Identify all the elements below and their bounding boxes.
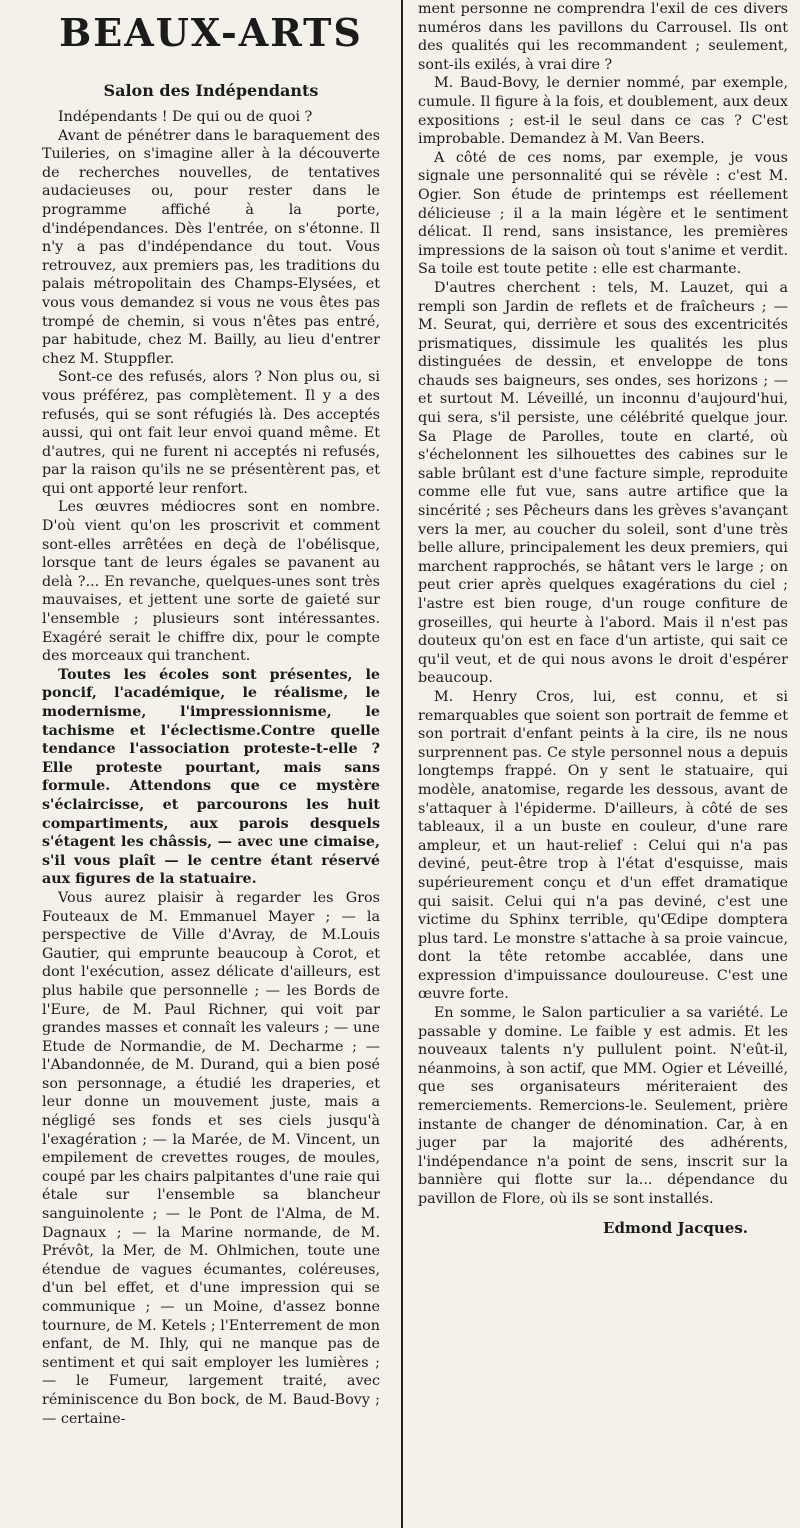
paragraph: Toutes les écoles sont présentes, le poncif, l'académique, le réalisme, le modernisme, l'impressionnisme, le tachisme et l'éclectisme.Contre quelle tendance l'association proteste-t-elle ? Elle proteste pourtant, mais sans formule. Attendons que ce mystère s'éclaircisse, et parcourons les huit compartiments, aux parois desquels s'étagent les châssis, — avec une cimaise, s'il vous plaît — le centre étant réservé aux figures de la statuaire. (42, 666, 380, 888)
article-subhead: Salon des Indépendants (103, 81, 319, 100)
paragraph: M. Henry Cros, lui, est connu, et si remarquables que soient son portrait de femme et son portrait d'enfant peints à la cire, ils ne nous surprennent pas. Ce style personnel nous a depuis longtemps frappé. On y sent le statuaire, qui modèle, anatomise, regarde les dessous, avant de s'attaquer à l'épiderme. D'ailleurs, à côté de ses tableaux, il a un buste en couleur, d'une rare ampleur, et un haut-relief : Celui qui n'a pas deviné, peut-être trop à l'état d'esquisse, mais supérieurement conçu et d'un effet dramatique qui saisit. Celui qui n'a pas deviné, c'est une victime du Sphinx terrible, qu'Œdipe domptera plus tard. Le monstre s'attache à sa proie vaincue, dont la tête retombe accablée, dans une expression d'impuissance douloureuse. C'est une œuvre forte. (418, 688, 788, 1003)
paragraph: Sont-ce des refusés, alors ? Non plus ou, si vous préférez, pas complètement. Il y a des refusés, qui se sont réfugiés là. Des acceptés aussi, qui ont fait leur envoi quand même. Et d'autres, qui ne furent ni acceptés ni refusés, par la raison qu'ils ne se présentèrent pas, et qui ont apporté leur renfort. (42, 369, 380, 497)
paragraph: Les œuvres médiocres sont en nombre. D'où vient qu'on les proscrivit et comment sont-elles arrêtées en deçà de l'obélisque, lorsque tant de leurs égales se pavanent au delà ?... En revanche, quelques-unes sont très mauvaises, et jettent une sorte de gaieté sur l'ensemble ; plusieurs sont intéressantes. Exagéré serait le chiffre dix, pour le compte des morceaux qui tranchent. (42, 499, 380, 665)
right-column (408, 0, 800, 1528)
paragraph: En somme, le Salon particulier a sa variété. Le passable y domine. Le faible y est admis. Et les nouveaux talents n'y pullulent point. N'eût-il, néanmoins, à son actif, que MM. Ogier et Léveillé, que ses organisateurs mériteraient des remerciements. Remercions-le. Seulement, prière instante de changer de dénomination. Car, à en juger par la majorité des adhérents, l'indépendance n'a point de sens, inscrit sur la bannière qui flotte sur la... dépendance du pavillon de Flore, où ils se sont installés. (418, 1005, 788, 1207)
paragraph: Avant de pénétrer dans le baraquement des Tuileries, on s'imagine aller à la découverte de recherches nouvelles, de tentatives audacieuses ou, pour rester dans le programme affiché à la porte, d'indépendances. Dès l'entrée, on s'étonne. Il n'y a pas d'indépendance du tout. Vous retrouvez, aux premiers pas, les traditions du palais métropolitain des Champs-Elysées, et vous vous demandez si vous ne vous êtes pas trompé de chemin, si vous n'êtes pas entré, par habitude, chez M. Bailly, au lieu d'entrer chez M. Stuppfler. (42, 127, 380, 367)
paragraph: Indépendants ! De qui ou de quoi ? (58, 109, 313, 125)
left-column (0, 0, 398, 1528)
paragraph: D'autres cherchent : tels, M. Lauzet, qui a rempli son Jardin de reflets et de fraîcheurs ; — M. Seurat, qui, derrière et sous des excentricités prismatiques, dissimule les qualités les plus distinguées de dessin, et enveloppe de tons chauds ses baigneurs, ses ondes, ses horizons ; — et surtout M. Léveillé, un inconnu d'aujourd'hui, qui sera, s'il persiste, une célébrité quelque jour. Sa Plage de Parolles, toute en clarté, où s'échelonnent les silhouettes des cabines sur le sable brûlant est d'une facture simple, reproduite comme elle fut vue, sans autre artifice que la sincérité ; ses Pêcheurs dans les grèves s'avançant vers la mer, au coucher du soleil, sont d'une très belle allure, principalement les deux premiers, qui marchent rapprochés, se hâtant vers le large ; on peut crier après quelques exagérations du ciel ; l'astre est bien rouge, d'un rouge confiture de groseilles, qui heurte à l'abord. Mais il n'est pas douteux qu'on est en face d'un artiste, qui sait ce qu'il veut, et de qui nous avons le droit d'espérer beaucoup. (418, 279, 788, 687)
author-signature: Edmond Jacques. (603, 1218, 748, 1237)
paragraph: Vous aurez plaisir à regarder les Gros Fouteaux de M. Emmanuel Mayer ; — la perspective de Ville d'Avray, de M.Louis Gautier, qui emprunte beaucoup à Corot, et dont l'exécution, assez délicate d'ailleurs, est plus habile que personnelle ; — les Bords de l'Eure, de M. Paul Richner, qui voit par grandes masses et connaît les valeurs ; — une Etude de Normandie, de M. Decharme ; — l'Abandonnée, de M. Durand, qui a bien posé son personnage, a étudié les draperies, et leur donne un mouvement juste, mais a négligé ses fonds et ses ciels jusqu'à l'exagération ; — la Marée, de M. Vincent, un empilement de crevettes rouges, de moules, coupé par les chairs palpitantes d'une raie qui étale sur l'ensemble sa blancheur sanguinolente ; — le Pont de l'Alma, de M. Dagnaux ; — la Marine normande, de M. Prévôt, la Mer, de M. Ohlmichen, toute une étendue de vagues écumantes, coléreuses, d'un bel effet, et d'une impression qui se communique ; — un Moine, d'assez bonne tournure, de M. Ketels ; l'Enterrement de mon enfant, de M. Ihly, qui ne manque pas de sentiment et qui sait employer les lumières ; — le Fumeur, largement traité, avec réminiscence du Bon bock, de M. Baud-Bovy ; — certaine- (42, 889, 380, 1427)
section-headline: BEAUX-ARTS (59, 10, 363, 55)
paragraph: A côté de ces noms, par exemple, je vous signale une personnalité qui se révèle : c'est M. Ogier. Son étude de printemps est réellement délicieuse ; il a la main légère et le sentiment délicat. Il rend, sans insistance, les premières impressions de la saison où tout s'anime et verdit. Sa toile est toute petite : elle est charmante. (418, 149, 788, 278)
paragraph: ment personne ne comprendra l'exil de ces divers numéros dans les pavillons du Carrousel. Ils ont des qualités qui les recommandent ; seulement, sont-ils exilés, à vrai dire ? (418, 1, 788, 73)
column-divider (401, 0, 403, 1528)
paragraph: M. Baud-Bovy, le dernier nommé, par exemple, cumule. Il figure à la fois, et doublement, aux deux expositions ; est-il le seul dans ce cas ? C'est improbable. Demandez à M. Van Beers. (418, 75, 788, 148)
